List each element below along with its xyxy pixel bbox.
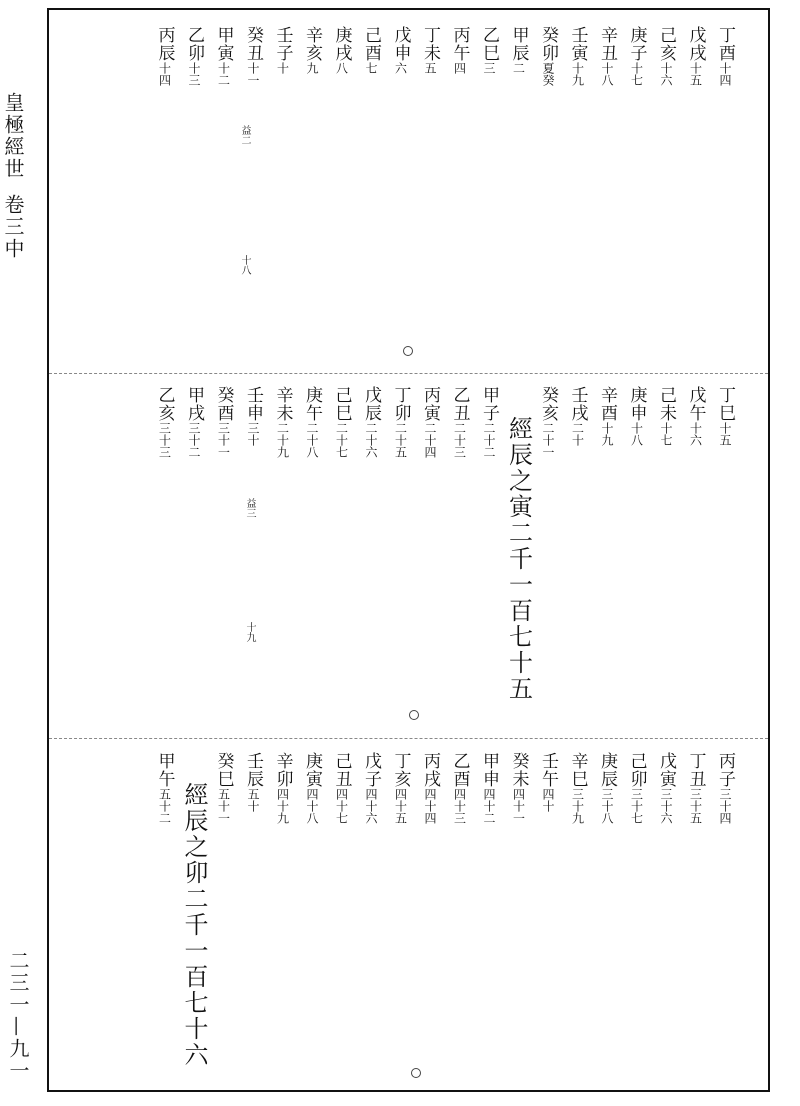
year-entry [214, 752, 234, 824]
year-stem: 丙辰 [154, 26, 175, 62]
year-entry [243, 26, 263, 86]
hole-circle [409, 710, 419, 720]
year-entry [450, 752, 470, 824]
year-stem: 癸亥 [538, 386, 558, 422]
year-stem: 丁卯 [390, 386, 411, 422]
year-stem: 壬寅 [567, 26, 588, 62]
year-entry [656, 26, 676, 86]
year-entry [302, 26, 322, 74]
year-number: 十八 [629, 422, 644, 446]
year-entry [420, 26, 440, 74]
year-number: 二十八 [305, 422, 319, 458]
year-entry [597, 26, 617, 86]
year-stem: 丁巳 [715, 386, 735, 422]
year-entry [479, 386, 499, 458]
year-entry [155, 26, 175, 86]
year-stem: 辛酉 [597, 386, 617, 422]
book-title: 皇極經世 [1, 92, 25, 180]
year-number: 十 [275, 62, 290, 74]
year-stem: 丁酉 [715, 26, 735, 62]
year-number: 十六 [688, 422, 703, 446]
year-number: 五 [423, 62, 437, 74]
year-number: 十二 [216, 62, 231, 86]
year-number: 三十三 [157, 422, 172, 458]
year-stem: 丙寅 [420, 386, 440, 422]
year-stem: 辛未 [272, 386, 293, 422]
year-number: 八 [334, 62, 349, 74]
year-entry [597, 752, 617, 824]
year-stem: 戊辰 [361, 386, 381, 422]
year-stem: 辛卯 [272, 752, 293, 788]
year-stem: 丙午 [449, 26, 470, 62]
year-number: 三十九 [570, 788, 585, 824]
year-stem: 丙子 [715, 752, 735, 788]
year-stem: 甲子 [479, 386, 499, 422]
year-stem: 壬午 [538, 752, 558, 788]
era-heading: 經辰之寅二千一百七十五 [504, 416, 533, 702]
year-stem: 癸未 [508, 752, 529, 788]
section-divider [49, 738, 768, 739]
year-stem: 甲午 [154, 752, 175, 788]
year-stem: 庚寅 [302, 752, 322, 788]
margin-notation: 益三 [244, 498, 255, 518]
year-entry [450, 386, 470, 458]
year-number: 四十四 [423, 788, 437, 824]
year-stem: 庚子 [626, 26, 647, 62]
hole-circle [411, 1068, 421, 1078]
year-stem: 丁未 [420, 26, 440, 62]
year-number: 四十六 [364, 788, 378, 824]
year-entry [420, 752, 440, 824]
year-entry [420, 386, 440, 458]
era-heading: 經辰之卯二千一百七十六 [180, 782, 208, 1068]
year-entry [568, 752, 588, 824]
margin-notation: 十九 [244, 622, 255, 642]
year-number: 三十二 [187, 422, 201, 458]
year-stem: 己未 [656, 386, 676, 422]
year-number: 三十五 [688, 788, 703, 824]
year-number: 四十一 [511, 788, 526, 824]
year-number: 四十九 [275, 788, 290, 824]
year-stem: 丁亥 [390, 752, 411, 788]
year-number: 十六 [659, 62, 673, 86]
year-entry [155, 386, 175, 458]
year-entry [302, 386, 322, 458]
year-number: 五十二 [157, 788, 172, 824]
year-stem: 乙卯 [184, 26, 204, 62]
year-entry [656, 386, 676, 446]
year-entry [243, 752, 263, 812]
year-stem: 庚午 [302, 386, 322, 422]
year-stem: 甲申 [479, 752, 499, 788]
year-entry [332, 752, 352, 824]
margin-notation: 益二 [239, 125, 250, 145]
year-entry [715, 386, 735, 446]
year-number: 三十四 [718, 788, 732, 824]
year-entry [627, 26, 647, 86]
year-number: 十五 [688, 62, 703, 86]
year-stem: 己卯 [626, 752, 647, 788]
year-stem: 己巳 [331, 386, 352, 422]
book-title-label [3, 92, 23, 260]
year-number: 二十九 [275, 422, 290, 458]
volume-label: 卷三中 [1, 194, 25, 260]
year-entry [391, 752, 411, 824]
section-divider [49, 373, 768, 374]
year-entry [715, 26, 735, 86]
year-number: 十三 [187, 62, 201, 86]
year-stem: 甲寅 [213, 26, 234, 62]
year-stem: 甲辰 [508, 26, 529, 62]
year-number: 十四 [157, 62, 172, 86]
year-entry [479, 752, 499, 824]
year-number: 四十 [541, 788, 555, 812]
year-entry [568, 386, 588, 446]
year-stem: 丙戌 [420, 752, 440, 788]
year-entry [302, 752, 322, 824]
year-number: 四十七 [334, 788, 349, 824]
year-number: 四十三 [452, 788, 467, 824]
year-stem: 辛亥 [302, 26, 322, 62]
year-stem: 乙巳 [479, 26, 499, 62]
year-stem: 辛丑 [597, 26, 617, 62]
year-stem: 甲戌 [184, 386, 204, 422]
year-entry [273, 26, 293, 74]
year-number: 十九 [570, 62, 585, 86]
year-stem: 庚辰 [597, 752, 617, 788]
year-number: 四十八 [305, 788, 319, 824]
year-number: 十七 [659, 422, 673, 446]
page-frame [47, 8, 770, 1092]
margin-notation: 十八 [239, 255, 250, 275]
year-stem: 戊戌 [685, 26, 706, 62]
year-number: 二十一 [541, 422, 555, 458]
year-stem: 乙亥 [154, 386, 175, 422]
year-number: 三十六 [659, 788, 673, 824]
year-entry [627, 386, 647, 446]
year-entry [243, 386, 263, 446]
year-entry [627, 752, 647, 824]
year-number: 二十五 [393, 422, 408, 458]
year-number: 三十八 [600, 788, 614, 824]
year-stem: 庚申 [626, 386, 647, 422]
year-number: 四 [452, 62, 467, 74]
year-stem: 己丑 [331, 752, 352, 788]
year-stem: 癸丑 [243, 26, 263, 62]
year-number: 五十 [246, 788, 260, 812]
year-number: 三十 [246, 422, 260, 446]
year-entry [391, 386, 411, 458]
year-stem: 壬戌 [567, 386, 588, 422]
year-number: 二 [511, 62, 526, 74]
year-entry [332, 386, 352, 458]
year-entry [184, 26, 204, 86]
year-number: 三十七 [629, 788, 644, 824]
hole-circle [403, 346, 413, 356]
year-number: 十八 [600, 62, 614, 86]
year-entry [214, 26, 234, 86]
year-stem: 癸巳 [213, 752, 234, 788]
year-entry [509, 752, 529, 824]
year-stem: 己亥 [656, 26, 676, 62]
year-entry [597, 386, 617, 446]
year-stem: 壬子 [272, 26, 293, 62]
year-number: 二十六 [364, 422, 378, 458]
year-stem: 戊子 [361, 752, 381, 788]
year-entry [686, 752, 706, 824]
year-number: 十九 [600, 422, 614, 446]
year-entry [686, 386, 706, 446]
year-entry [361, 26, 381, 74]
year-entry [538, 386, 558, 458]
year-stem: 乙丑 [449, 386, 470, 422]
year-stem: 庚戌 [331, 26, 352, 62]
year-stem: 己酉 [361, 26, 381, 62]
year-entry [214, 386, 234, 458]
year-entry [184, 386, 204, 458]
year-entry [538, 752, 558, 812]
year-number: 七 [364, 62, 378, 74]
year-stem: 癸酉 [213, 386, 234, 422]
year-stem: 壬申 [243, 386, 263, 422]
year-entry [361, 386, 381, 458]
year-entry [538, 26, 558, 86]
year-entry [391, 26, 411, 74]
year-entry [656, 752, 676, 824]
year-entry [361, 752, 381, 824]
year-entry [568, 26, 588, 86]
year-number: 三 [482, 62, 496, 74]
year-number: 二十三 [452, 422, 467, 458]
year-number: 三十一 [216, 422, 231, 458]
year-number: 五十一 [216, 788, 231, 824]
year-number: 四十二 [482, 788, 496, 824]
year-stem: 戊申 [390, 26, 411, 62]
page-number: 二三一—九一 [6, 950, 30, 1082]
year-stem: 辛巳 [567, 752, 588, 788]
year-number: 二十 [570, 422, 585, 446]
year-entry [509, 26, 529, 74]
year-number: 四十五 [393, 788, 408, 824]
year-entry [155, 752, 175, 824]
year-number: 六 [393, 62, 408, 74]
year-entry [479, 26, 499, 74]
year-entry [686, 26, 706, 86]
year-stem: 戊寅 [656, 752, 676, 788]
year-number: 夏癸 [541, 62, 555, 86]
year-number: 二十二 [482, 422, 496, 458]
year-entry [332, 26, 352, 74]
year-stem: 丁丑 [685, 752, 706, 788]
year-number: 二十四 [423, 422, 437, 458]
year-stem: 壬辰 [243, 752, 263, 788]
year-entry [715, 752, 735, 824]
year-stem: 戊午 [685, 386, 706, 422]
year-stem: 癸卯 [538, 26, 558, 62]
year-number: 十四 [718, 62, 732, 86]
year-number: 二十七 [334, 422, 349, 458]
year-number: 十五 [718, 422, 732, 446]
year-number: 九 [305, 62, 319, 74]
year-entry [273, 752, 293, 824]
year-entry [450, 26, 470, 74]
year-number: 十七 [629, 62, 644, 86]
year-number: 十一 [246, 62, 260, 86]
year-stem: 乙酉 [449, 752, 470, 788]
year-entry [273, 386, 293, 458]
